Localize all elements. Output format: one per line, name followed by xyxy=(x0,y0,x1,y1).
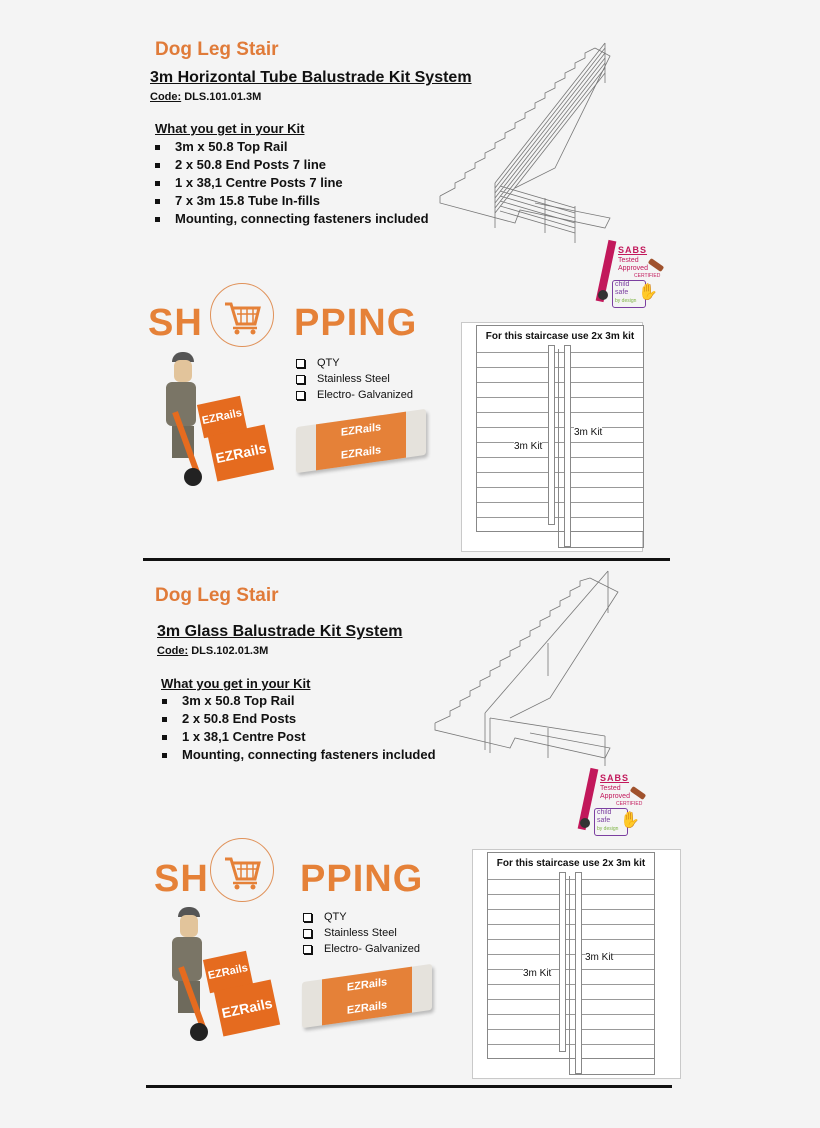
category-title: Dog Leg Stair xyxy=(155,585,279,606)
option-stainless-steel[interactable]: Stainless Steel xyxy=(296,371,413,387)
plan-title: For this staircase use 2x 3m kit xyxy=(496,858,646,869)
list-item: Mounting, connecting fasteners included xyxy=(153,210,429,228)
staircase-plan-diagram xyxy=(461,322,643,552)
kit-label-right: 3m Kit xyxy=(574,427,603,438)
kit-contents-list xyxy=(153,138,429,228)
shopping-cart-icon xyxy=(211,839,273,901)
checkbox[interactable] xyxy=(296,359,305,368)
stamp-icon xyxy=(648,258,665,272)
child-safe-logo: child safe by design xyxy=(594,808,628,836)
kit-title: 3m Horizontal Tube Balustrade Kit System xyxy=(150,69,472,86)
kit-contents-heading: What you get in your Kit xyxy=(155,121,305,136)
ezrails-package: EZRails EZRails xyxy=(302,964,432,1028)
ezrails-package: EZRails EZRails xyxy=(296,409,426,473)
wheel xyxy=(190,1023,208,1041)
plan-title: For this staircase use 2x 3m kit xyxy=(485,331,635,342)
list-item: 7 x 3m 15.8 Tube In-fills xyxy=(153,192,429,210)
rail-right xyxy=(575,872,582,1074)
product-code: Code: DLS.102.01.3M xyxy=(157,645,269,657)
wheel xyxy=(184,468,202,486)
head xyxy=(174,360,192,382)
list-item: Mounting, connecting fasteners included xyxy=(160,746,436,764)
shopping-heading-right: PPING xyxy=(294,302,418,344)
list-item: 3m x 50.8 Top Rail xyxy=(160,692,436,710)
option-electro-galvanized[interactable]: Electro- Galvanized xyxy=(303,941,420,957)
order-options xyxy=(303,909,420,957)
section-divider xyxy=(146,1085,672,1088)
sabs-approval-badge: SABS Tested Approved CERTIFIED child safe by design ✋ xyxy=(598,240,668,310)
staircase-illustration xyxy=(435,38,645,258)
badge-dot xyxy=(580,818,590,828)
kit-contents-heading: What you get in your Kit xyxy=(161,676,311,691)
delivery-man-illustration xyxy=(160,350,280,495)
kit-title: 3m Glass Balustrade Kit System xyxy=(157,623,403,640)
sabs-approval-badge: SABS Tested Approved CERTIFIED child safe by design ✋ xyxy=(580,768,650,838)
list-item: 2 x 50.8 End Posts xyxy=(160,710,436,728)
staircase-illustration xyxy=(430,568,640,783)
option-qty[interactable]: QTY xyxy=(303,909,420,925)
ezrails-box: EZRails xyxy=(203,951,253,993)
kit-contents-list xyxy=(160,692,436,764)
option-qty[interactable]: QTY xyxy=(296,355,413,371)
shopping-heading-left: SH xyxy=(154,858,209,900)
order-options xyxy=(296,355,413,403)
kit-label-right: 3m Kit xyxy=(585,952,614,963)
badge-dot xyxy=(598,290,608,300)
head xyxy=(180,915,198,937)
cart-circle xyxy=(210,838,274,902)
category-title: Dog Leg Stair xyxy=(155,39,279,60)
list-item: 1 x 38,1 Centre Posts 7 line xyxy=(153,174,429,192)
shopping-cart-icon xyxy=(211,284,273,346)
delivery-man-illustration xyxy=(166,905,286,1050)
cart-circle xyxy=(210,283,274,347)
list-item: 3m x 50.8 Top Rail xyxy=(153,138,429,156)
ezrails-box: EZRails xyxy=(214,979,280,1036)
rail-right xyxy=(564,345,571,547)
checkbox[interactable] xyxy=(296,391,305,400)
list-item: 2 x 50.8 End Posts 7 line xyxy=(153,156,429,174)
shopping-heading-right: PPING xyxy=(300,858,424,900)
product-code: Code: DLS.101.01.3M xyxy=(150,91,262,103)
kit-label-left: 3m Kit xyxy=(514,441,543,452)
option-electro-galvanized[interactable]: Electro- Galvanized xyxy=(296,387,413,403)
child-safe-logo: child safe by design xyxy=(612,280,646,308)
ezrails-box: EZRails xyxy=(208,424,274,481)
section-divider xyxy=(143,558,670,561)
option-stainless-steel[interactable]: Stainless Steel xyxy=(303,925,420,941)
stamp-icon xyxy=(630,786,647,800)
shopping-heading-left: SH xyxy=(148,302,203,344)
checkbox[interactable] xyxy=(303,929,312,938)
ezrails-box: EZRails xyxy=(197,396,247,438)
checkbox[interactable] xyxy=(296,375,305,384)
rail-left xyxy=(559,872,566,1052)
checkbox[interactable] xyxy=(303,913,312,922)
hand-icon: ✋ xyxy=(638,284,658,301)
checkbox[interactable] xyxy=(303,945,312,954)
kit-label-left: 3m Kit xyxy=(523,968,552,979)
staircase-plan-diagram xyxy=(472,849,681,1079)
rail-left xyxy=(548,345,555,525)
list-item: 1 x 38,1 Centre Post xyxy=(160,728,436,746)
hand-icon: ✋ xyxy=(620,812,640,829)
